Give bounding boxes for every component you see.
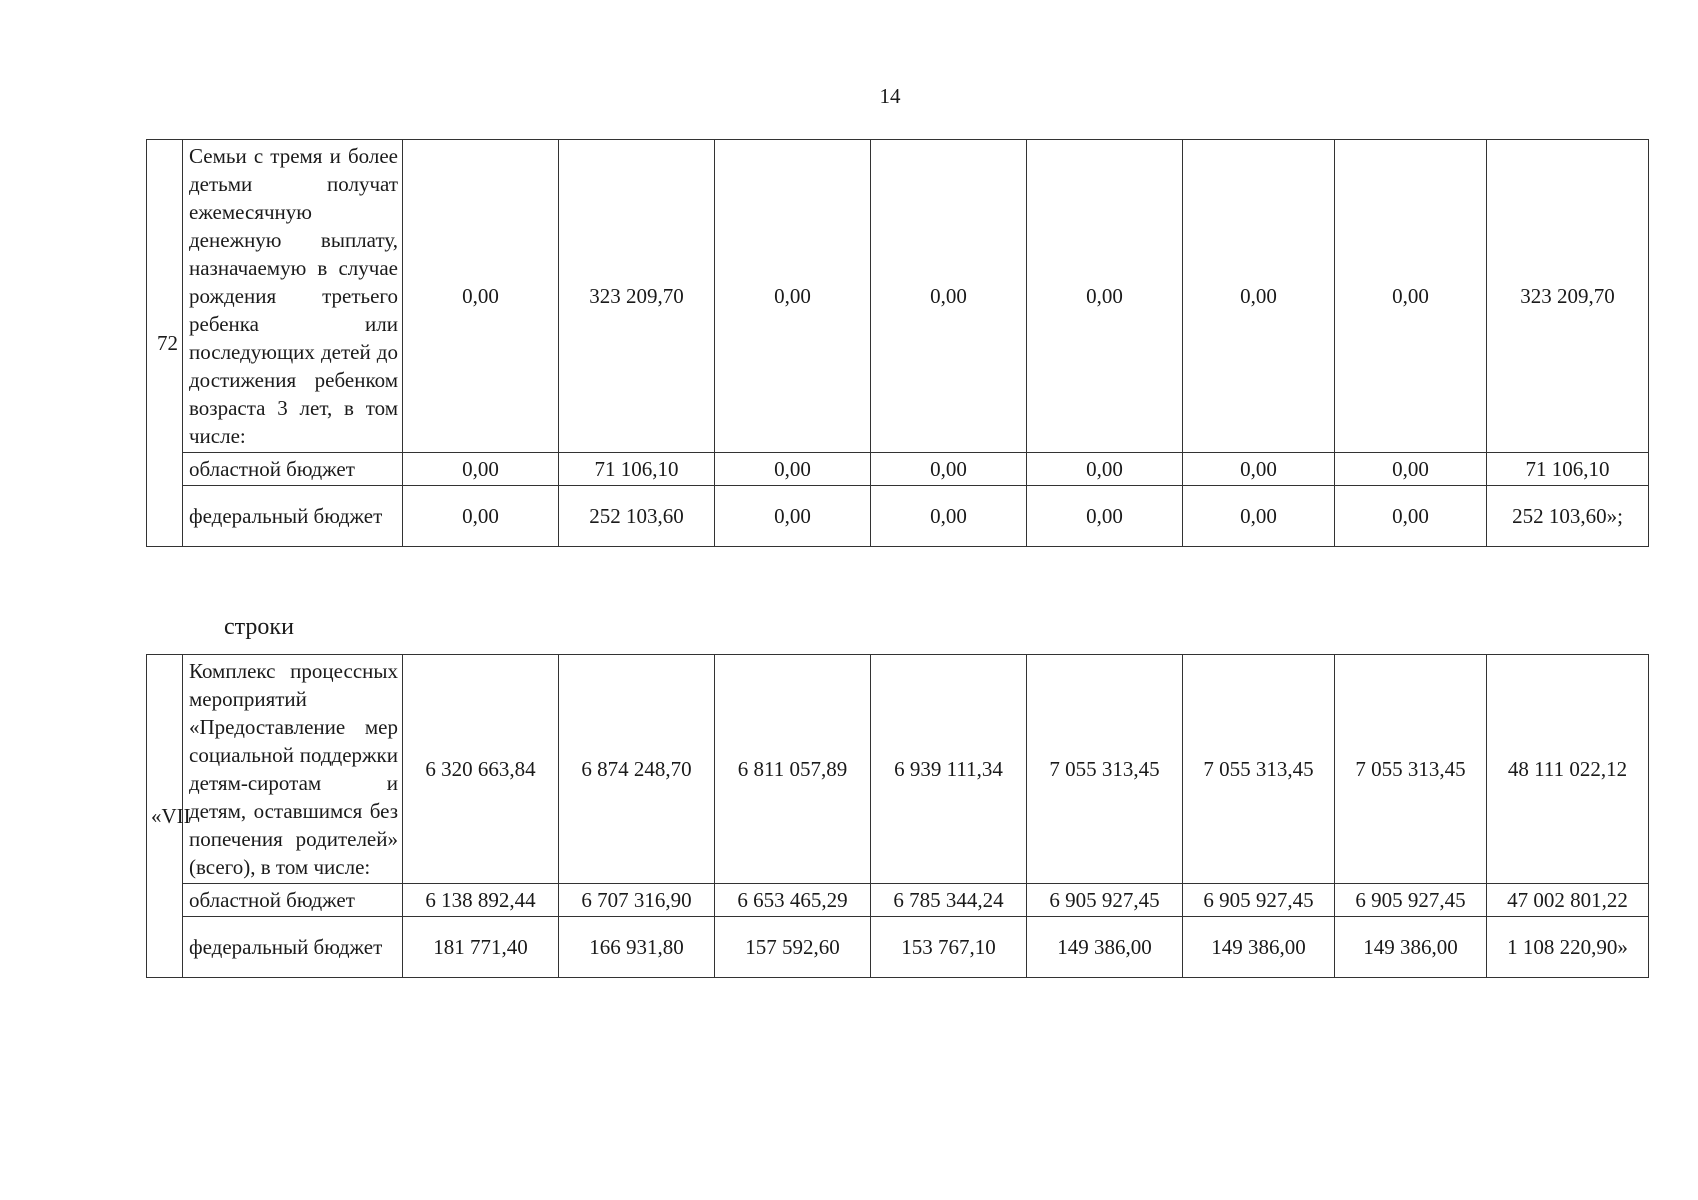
value-cell: 0,00 [1183, 453, 1335, 486]
value-cell: 166 931,80 [559, 917, 715, 978]
value-cell: 6 939 111,34 [871, 655, 1027, 884]
row-label: областной бюджет [183, 884, 403, 917]
value-cell: 6 138 892,44 [403, 884, 559, 917]
budget-table-section-vii [146, 654, 1649, 978]
value-cell: 0,00 [1335, 140, 1487, 453]
value-cell: 6 811 057,89 [715, 655, 871, 884]
value-cell: 181 771,40 [403, 917, 559, 978]
row-number: 72 [147, 140, 183, 547]
value-cell: 0,00 [715, 140, 871, 453]
value-cell: 6 874 248,70 [559, 655, 715, 884]
value-cell: 0,00 [1183, 486, 1335, 547]
value-cell: 6 905 927,45 [1027, 884, 1183, 917]
value-cell: 0,00 [403, 140, 559, 453]
value-cell: 71 106,10 [559, 453, 715, 486]
value-cell: 149 386,00 [1027, 917, 1183, 978]
row-label: областной бюджет [183, 453, 403, 486]
total-cell: 323 209,70 [1487, 140, 1649, 453]
budget-table-row-72 [146, 139, 1649, 547]
table-row-main [147, 140, 1649, 453]
row-number: «VII [147, 655, 183, 978]
table-row-federal-budget [147, 917, 1649, 978]
value-cell: 0,00 [871, 453, 1027, 486]
total-cell: 47 002 801,22 [1487, 884, 1649, 917]
table-row-main [147, 655, 1649, 884]
value-cell: 0,00 [871, 486, 1027, 547]
value-cell: 157 592,60 [715, 917, 871, 978]
value-cell: 7 055 313,45 [1183, 655, 1335, 884]
value-cell: 0,00 [715, 453, 871, 486]
total-cell: 1 108 220,90» [1487, 917, 1649, 978]
value-cell: 0,00 [403, 486, 559, 547]
value-cell: 7 055 313,45 [1027, 655, 1183, 884]
page-number: 14 [879, 84, 901, 108]
value-cell: 0,00 [1027, 140, 1183, 453]
row-description: Семьи с тремя и более детьми получат ежемесячную денежную выплату, назначаемую в случае рождения третьего ребенка или последующих детей до достижения ребенком возраста 3 лет, в том числе: [183, 140, 403, 453]
value-cell: 6 653 465,29 [715, 884, 871, 917]
value-cell: 0,00 [1183, 140, 1335, 453]
value-cell: 6 905 927,45 [1183, 884, 1335, 917]
value-cell: 153 767,10 [871, 917, 1027, 978]
total-cell: 252 103,60»; [1487, 486, 1649, 547]
value-cell: 0,00 [1335, 486, 1487, 547]
value-cell: 6 320 663,84 [403, 655, 559, 884]
value-cell: 0,00 [1027, 486, 1183, 547]
value-cell: 252 103,60 [559, 486, 715, 547]
row-description: Комплекс процессных мероприятий «Предоставление мер социальной поддержки детям-сиротам и детям, оставшимся без попечения родителей» (всего), в том числе: [183, 655, 403, 884]
total-cell: 71 106,10 [1487, 453, 1649, 486]
value-cell: 6 707 316,90 [559, 884, 715, 917]
value-cell: 7 055 313,45 [1335, 655, 1487, 884]
value-cell: 149 386,00 [1183, 917, 1335, 978]
value-cell: 0,00 [871, 140, 1027, 453]
value-cell: 0,00 [1335, 453, 1487, 486]
row-label: федеральный бюджет [183, 917, 403, 978]
value-cell: 149 386,00 [1335, 917, 1487, 978]
total-cell: 48 111 022,12 [1487, 655, 1649, 884]
value-cell: 0,00 [715, 486, 871, 547]
value-cell: 6 785 344,24 [871, 884, 1027, 917]
table-row-regional-budget [147, 884, 1649, 917]
value-cell: 0,00 [403, 453, 559, 486]
value-cell: 323 209,70 [559, 140, 715, 453]
row-label: федеральный бюджет [183, 486, 403, 547]
value-cell: 0,00 [1027, 453, 1183, 486]
rows-caption: строки [224, 614, 294, 640]
table-row-federal-budget [147, 486, 1649, 547]
table-row-regional-budget [147, 453, 1649, 486]
value-cell: 6 905 927,45 [1335, 884, 1487, 917]
